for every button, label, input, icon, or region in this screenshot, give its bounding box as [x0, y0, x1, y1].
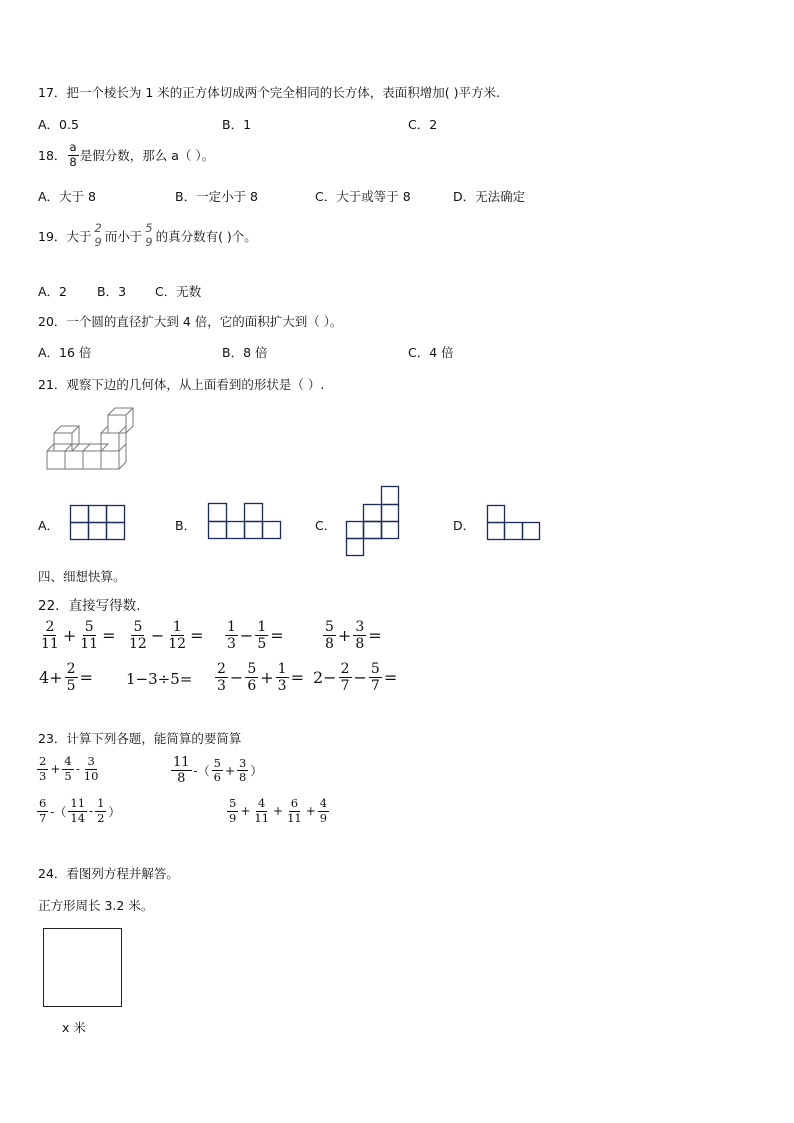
- q21-stem: 21．观察下边的几何体，从上面看到的形状是（ ）.: [38, 377, 325, 392]
- q21-option-d-label: D．: [453, 518, 476, 533]
- numerator: 2: [39, 754, 47, 768]
- q23-expr-3: [36, 798, 121, 824]
- denominator: 8: [355, 636, 365, 652]
- denominator: 2: [97, 810, 105, 825]
- q19-frac1-den: 9: [94, 234, 102, 249]
- fraction: [215, 662, 228, 693]
- fraction: [95, 798, 106, 824]
- q19-text: 的真分数有( )个。: [155, 228, 257, 244]
- equals: =: [190, 626, 204, 645]
- numerator: 4: [64, 754, 72, 768]
- q18-fraction: [67, 142, 78, 168]
- fraction: [78, 620, 100, 651]
- q17-option-a: A．0.5: [38, 117, 79, 132]
- denominator: 11: [80, 636, 99, 652]
- numerator: 2: [45, 619, 55, 635]
- denominator: 12: [129, 636, 147, 652]
- fraction: [212, 755, 223, 784]
- numerator: 11: [173, 755, 190, 770]
- q24-stem: 24．看图列方程并解答。: [38, 866, 179, 881]
- numerator: 5: [133, 619, 143, 635]
- q22-expr-8: [312, 662, 398, 693]
- q23-expr-4: [226, 798, 330, 824]
- fraction: [255, 620, 268, 651]
- fraction: [37, 756, 48, 782]
- q20-option-c: C．4 倍: [408, 345, 454, 360]
- q19-option-c: C．无数: [155, 284, 202, 299]
- q18-option-c: C．大于或等于 8: [315, 189, 411, 204]
- operator: -: [75, 762, 80, 776]
- denominator: 9: [319, 810, 328, 825]
- q17-stem: 17．把一个棱长为 1 米的正方体切成两个完全相同的长方体，表面积增加( )平方米.: [38, 85, 501, 100]
- q21-option-a-label: A．: [38, 518, 60, 533]
- numerator: 3: [239, 755, 247, 770]
- q21-option-b-label: B．: [175, 518, 197, 533]
- prefix: 4+: [39, 668, 63, 687]
- numerator: 11: [70, 796, 86, 810]
- numerator: 5: [213, 755, 221, 770]
- numerator: 2: [217, 661, 226, 677]
- numerator: 2: [66, 661, 76, 677]
- fraction: [252, 798, 271, 824]
- numerator: 1: [97, 796, 105, 810]
- denominator: 11: [41, 636, 59, 652]
- q19-fraction-1: [92, 223, 103, 248]
- section-4-heading: 四、细想快算。: [38, 569, 126, 584]
- fraction: [323, 620, 336, 651]
- denominator: 7: [340, 678, 350, 694]
- operator: −: [229, 668, 244, 687]
- equals: =: [383, 668, 398, 687]
- denominator: 3: [227, 636, 236, 652]
- equals: =: [368, 626, 382, 645]
- denominator: 3: [277, 678, 287, 694]
- q24-given: 正方形周长 3.2 米。: [38, 898, 154, 913]
- q22-stem: 22．直接写得数.: [38, 598, 141, 614]
- q21-option-c-label: C．: [315, 518, 337, 533]
- q21-option-a-shape: [70, 505, 126, 541]
- fraction: [68, 798, 87, 824]
- fraction: [65, 662, 78, 693]
- numerator: 3: [355, 619, 365, 635]
- fraction: [285, 798, 304, 824]
- q23-expr-2: [170, 756, 263, 785]
- fraction: [339, 662, 352, 693]
- fraction: [237, 755, 248, 784]
- fraction: [127, 620, 149, 651]
- denominator: 11: [287, 810, 302, 825]
- q19-number: 19．大于: [38, 228, 92, 244]
- q21-option-b-shape: [208, 503, 282, 541]
- q22-expr-3: [224, 620, 285, 651]
- q20-option-b: B．8 倍: [222, 345, 268, 360]
- q18-frac-den: 8: [69, 154, 77, 169]
- denominator: 6: [213, 770, 221, 784]
- denominator: 8: [239, 770, 247, 784]
- equals: =: [270, 626, 284, 645]
- denominator: 7: [39, 810, 47, 825]
- q17-option-b: B．1: [222, 117, 252, 132]
- numerator: 1: [277, 661, 287, 677]
- operator: +: [240, 804, 251, 818]
- numerator: 4: [319, 796, 328, 810]
- numerator: 1: [257, 619, 267, 635]
- operator: +: [50, 762, 61, 776]
- q22-expr-5: [38, 662, 94, 693]
- denominator: 5: [64, 768, 72, 783]
- fraction: [166, 620, 188, 651]
- denominator: 3: [39, 768, 47, 783]
- q23-expr-1: [36, 756, 101, 782]
- q19-option-b: B．3: [97, 284, 127, 299]
- fraction: [276, 662, 289, 693]
- q22-expr-7: [214, 662, 305, 693]
- operator: −: [239, 626, 254, 645]
- operator: +: [305, 804, 316, 818]
- q19-stem: [38, 223, 257, 248]
- q24-side-label: x 米: [62, 1020, 86, 1035]
- denominator: 3: [217, 678, 226, 694]
- q18-number: 18．: [38, 148, 67, 163]
- denominator: 8: [325, 636, 334, 652]
- operator: +: [62, 626, 77, 645]
- q22-expr-2: [126, 620, 204, 651]
- q24-square: [43, 928, 122, 1007]
- fraction: [171, 756, 192, 785]
- operator: +: [224, 763, 235, 778]
- operator: -（: [193, 764, 210, 778]
- q22-expr-1: [38, 620, 116, 651]
- denominator: 14: [70, 810, 86, 825]
- q17-option-c: C．2: [408, 117, 438, 132]
- q18-option-d: D．无法确定: [453, 189, 526, 204]
- denominator: 5: [66, 678, 76, 694]
- q21-option-c-shape: [345, 486, 401, 558]
- fraction: [82, 756, 101, 782]
- operator: +: [260, 668, 274, 687]
- q22-expr-6: 1−3÷5=: [126, 670, 193, 688]
- close-paren: ）: [108, 804, 121, 819]
- denominator: 9: [229, 810, 237, 825]
- q19-frac1-num: 2: [94, 221, 102, 235]
- q20-option-a: A．16 倍: [38, 345, 92, 360]
- q18-stem: [38, 142, 214, 168]
- denominator: 11: [254, 810, 270, 825]
- fraction: [353, 620, 366, 651]
- fraction: [227, 798, 238, 824]
- fraction: [225, 620, 238, 651]
- q22-expr-4: [322, 620, 383, 651]
- denominator: 6: [247, 678, 257, 694]
- operator: +: [273, 804, 284, 818]
- numerator: 1: [227, 619, 236, 635]
- operator: −: [150, 626, 165, 645]
- q18-text: 是假分数，那么 a（ ）。: [79, 148, 215, 163]
- fraction: [39, 620, 61, 651]
- numerator: 5: [84, 619, 94, 635]
- q19-option-a: A．2: [38, 284, 68, 299]
- prefix: 2−: [313, 668, 337, 687]
- q20-stem: 20．一个圆的直径扩大到 4 倍，它的面积扩大到（ ）。: [38, 314, 343, 329]
- q18-option-b: B．一定小于 8: [175, 189, 259, 204]
- denominator: 8: [177, 771, 186, 786]
- q21-solid-figure: [40, 408, 140, 476]
- denominator: 5: [257, 636, 267, 652]
- q19-fraction-2: [143, 223, 154, 248]
- fraction: [62, 756, 73, 782]
- operator: -: [89, 804, 94, 818]
- fraction: [245, 662, 258, 693]
- q18-frac-num: a: [69, 140, 77, 154]
- close-paren: ）: [250, 764, 263, 778]
- numerator: 1: [172, 619, 182, 635]
- numerator: 5: [325, 619, 334, 635]
- equals: =: [102, 626, 116, 645]
- numerator: 5: [247, 661, 257, 677]
- numerator: 6: [39, 796, 47, 810]
- equals: =: [79, 668, 93, 687]
- operator: −: [353, 668, 367, 687]
- numerator: 2: [340, 661, 350, 677]
- fraction: [37, 798, 48, 824]
- operator: -（: [50, 804, 67, 819]
- q23-stem: 23．计算下列各题，能简算的要简算: [38, 731, 242, 746]
- denominator: 12: [168, 636, 187, 652]
- q19-frac2-num: 5: [145, 221, 153, 235]
- q19-frac2-den: 9: [145, 234, 153, 249]
- q19-mid: 而小于: [104, 228, 143, 244]
- equals: =: [290, 668, 304, 687]
- numerator: 5: [229, 796, 237, 810]
- q21-option-d-shape: [487, 505, 543, 541]
- denominator: 7: [370, 678, 380, 694]
- q18-option-a: A．大于 8: [38, 189, 96, 204]
- fraction: [369, 662, 382, 693]
- numerator: 6: [290, 796, 299, 810]
- numerator: 4: [258, 796, 266, 810]
- numerator: 5: [370, 661, 380, 677]
- numerator: 3: [87, 754, 95, 768]
- fraction: [318, 798, 329, 824]
- operator: +: [337, 626, 352, 645]
- denominator: 10: [83, 768, 99, 783]
